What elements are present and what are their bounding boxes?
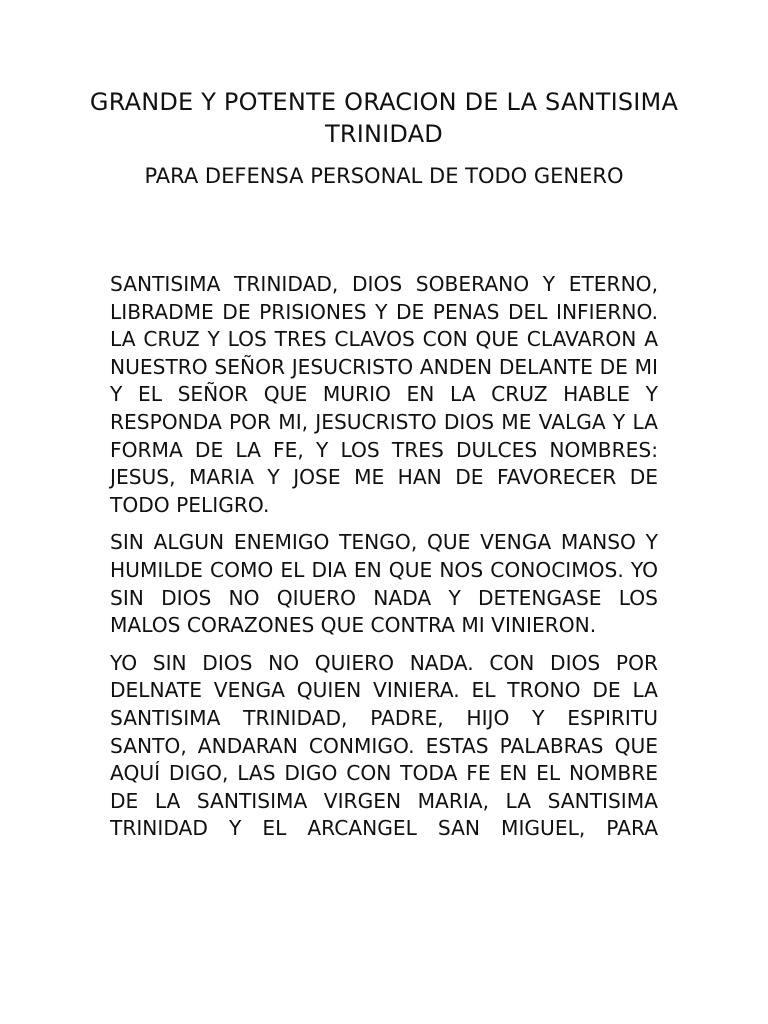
paragraph-3: YO SIN DIOS NO QUIERO NADA. CON DIOS POR DELNATE VENGA QUIEN VINIERA. EL TRONO DE LA SANTISIMA TRINIDAD, PADRE, HIJO Y ESPIRITU SANTO, ANDARAN CONMIGO. ESTAS PALABRAS QUE AQUÍ DIGO, LAS DIGO CON TODA FE EN EL NOMBRE DE LA SANTISIMA VIRGEN MARIA, LA SANTISIMA TRINIDAD Y EL ARCANGEL SAN MIGUEL, PARA — [110, 650, 658, 841]
paragraph-2: SIN ALGUN ENEMIGO TENGO, QUE VENGA MANSO Y HUMILDE COMO EL DIA EN QUE NOS CONOCIMOS. YO SIN DIOS NO QIUERO NADA Y DETENGASE LOS MALOS CORAZONES QUE CONTRA MI VINIERON. — [110, 530, 658, 638]
document-body — [110, 271, 658, 853]
document-subtitle: PARA DEFENSA PERSONAL DE TODO GENERO — [144, 164, 624, 188]
paragraph-1: SANTISIMA TRINIDAD, DIOS SOBERANO Y ETERNO, LIBRADME DE PRISIONES Y DE PENAS DEL INFIERNO. LA CRUZ Y LOS TRES CLAVOS CON QUE CLAVARON A NUESTRO SEÑOR JESUCRISTO ANDEN DELANTE DE MI Y EL SEÑOR QUE MURIO EN LA CRUZ HABLE Y RESPONDA POR MI, JESUCRISTO DIOS ME VALGA Y LA FORMA DE LA FE, Y LOS TRES DULCES NOMBRES: JESUS, MARIA Y JOSE ME HAN DE FAVORECER DE TODO PELIGRO. — [110, 272, 658, 517]
document-title: GRANDE Y POTENTE ORACION DE LA SANTISIMA TRINIDAD — [89, 88, 679, 148]
